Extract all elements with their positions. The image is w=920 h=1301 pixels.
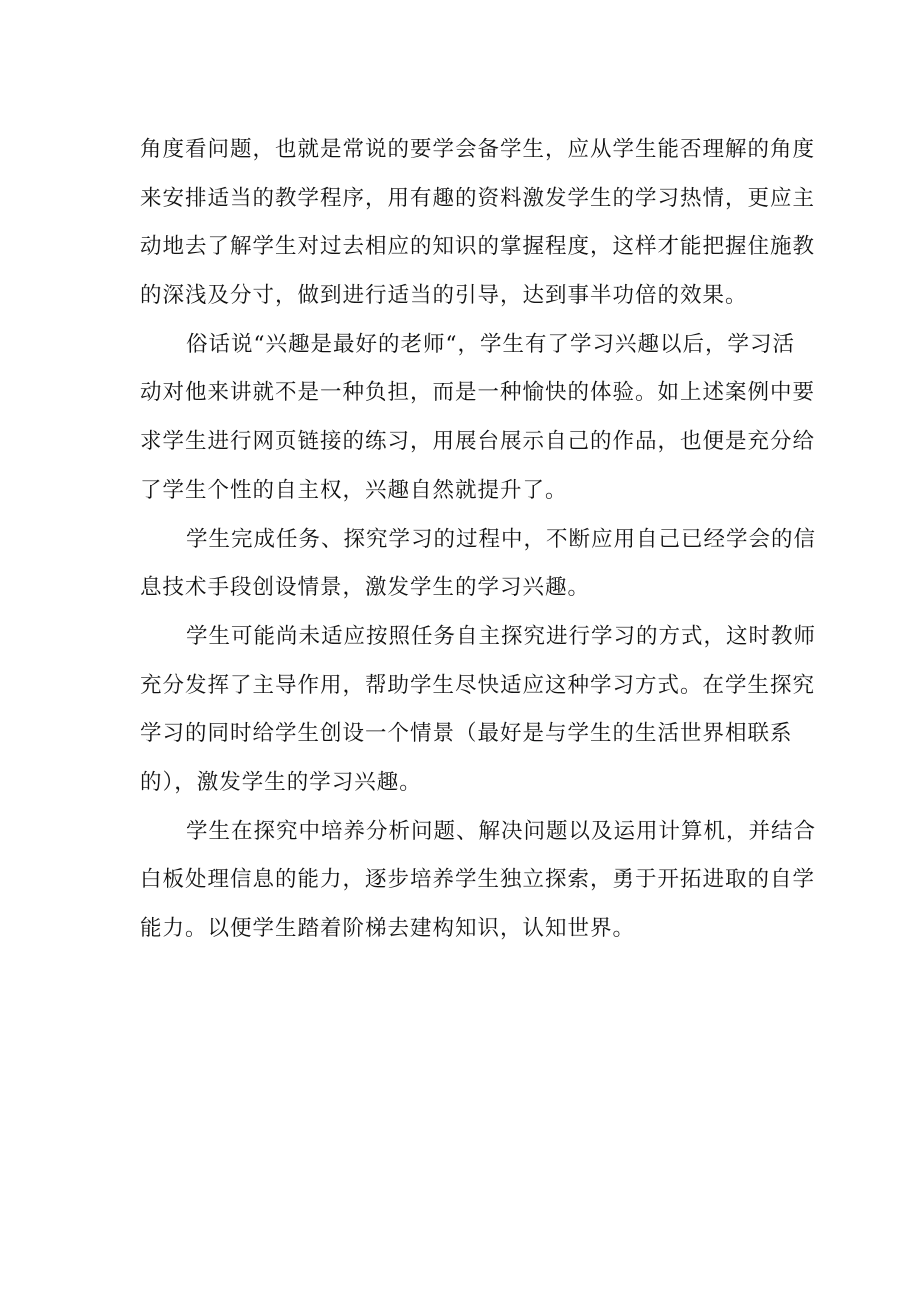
text-line: 俗话说“兴趣是最好的老师“，学生有了学习兴趣以后，学习活 [186, 331, 795, 357]
paragraph-4 [140, 613, 817, 808]
text-line: 动地去了解学生对过去相应的知识的掌握程度，这样才能把握住施教 [140, 234, 816, 260]
text-line: 学生在探究中培养分析问题、解决问题以及运用计算机，并结合 [186, 818, 817, 844]
text-line: 充分发挥了主导作用，帮助学生尽快适应这种学习方式。在学生探究 [140, 672, 816, 698]
body-text [140, 126, 817, 954]
text-line: 来安排适当的教学程序，用有趣的资料激发学生的学习热情，更应主 [140, 185, 816, 211]
text-line: 角度看问题，也就是常说的要学会备学生，应从学生能否理解的角度 [140, 137, 816, 162]
text-line: 能力。以便学生踏着阶梯去建构知识，认知世界。 [140, 916, 636, 941]
text-line: 了学生个性的自主权，兴趣自然就提升了。 [140, 477, 568, 503]
text-line: 动对他来讲就不是一种负担，而是一种愉快的体验。如上述案例中要 [140, 380, 816, 406]
text-line: 求学生进行网页链接的练习，用展台展示自己的作品，也便是充分给 [140, 429, 816, 455]
text-line: 学习的同时给学生创设一个情景（最好是与学生的生活世界相联系 [140, 721, 793, 747]
text-line: 息技术手段创设情景，激发学生的学习兴趣。 [140, 575, 591, 601]
paragraph-5 [140, 808, 817, 954]
text-line: 学生可能尚未适应按照任务自主探究进行学习的方式，这时教师 [186, 623, 817, 649]
paragraph-3 [140, 516, 817, 613]
text-line: 的深浅及分寸，做到进行适当的引导，达到事半功倍的效果。 [140, 283, 748, 309]
text-line: 白板处理信息的能力，逐步培养学生独立探索，勇于开拓进取的自学 [140, 867, 816, 893]
paragraph-1 [140, 126, 816, 321]
text-line: 学生完成任务、探究学习的过程中，不断应用自己已经学会的信 [186, 526, 817, 552]
paragraph-2 [140, 321, 816, 516]
text-line: 的），激发学生的学习兴趣。 [140, 769, 422, 795]
